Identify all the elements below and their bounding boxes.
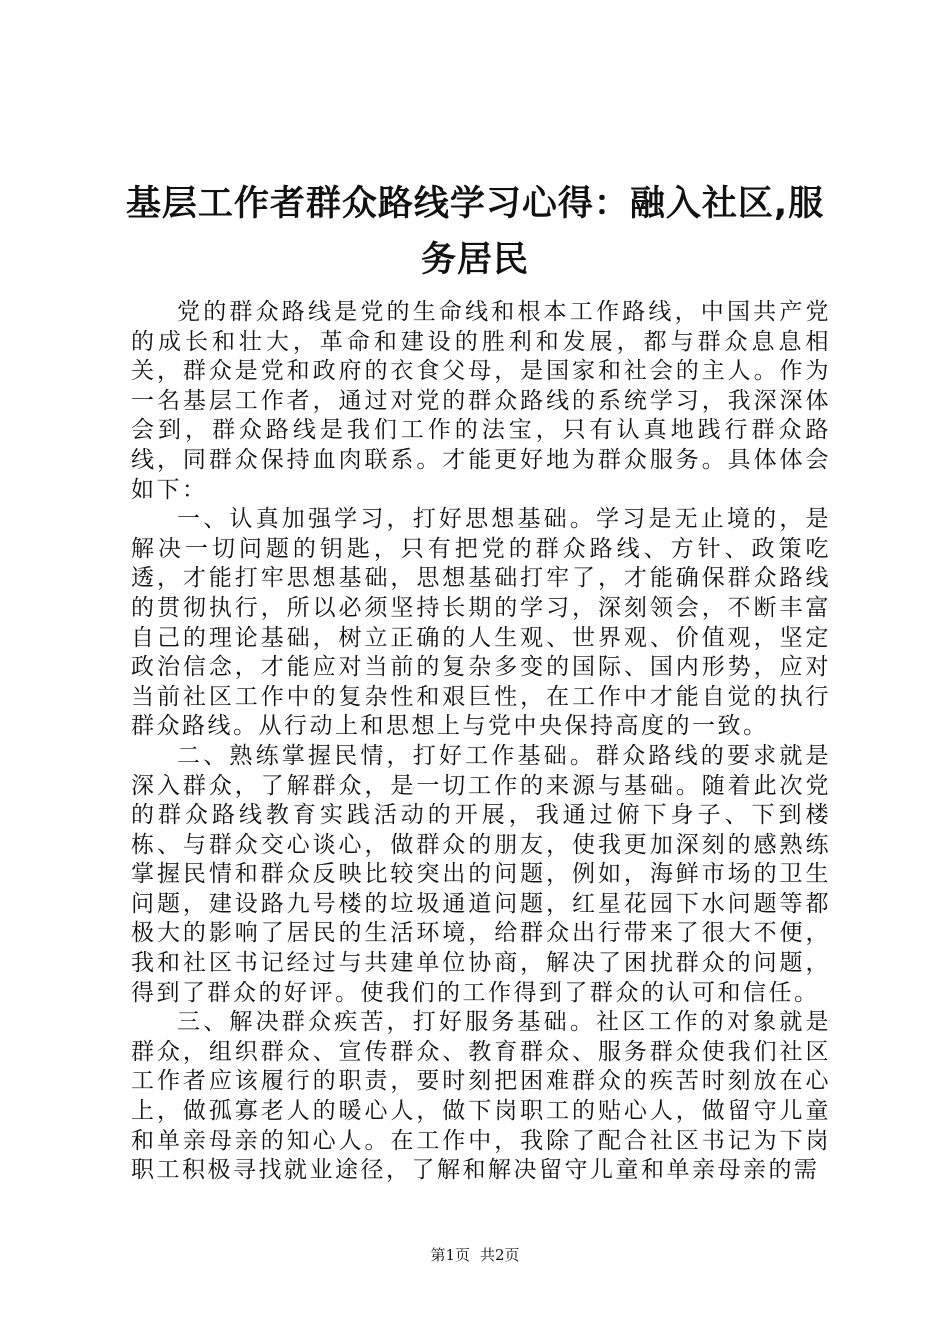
document-title: 基层工作者群众路线学习心得：融入社区,服务居民 [125, 184, 825, 280]
paragraph: 二、熟练掌握民情，打好工作基础。群众路线的要求就是深入群众，了解群众，是一切工作的来源与基础。随着此次党的群众路线教育实践活动的开展，我通过俯下身子、下到楼栋、与群众交心谈心，做群众的朋友，使我更加深刻的感熟练掌握民情和群众反映比较突出的问题，例如，海鲜市场的卫生问题，建设路九号楼的垃圾通道问题，红星花园下水问题等都极大的影响了居民的生活环境，给群众出行带来了很大不便，我和社区书记经过与共建单位协商，解决了困扰群众的问题，得到了群众的好评。使我们的工作得到了群众的认可和信任。 [131, 742, 831, 1006]
paragraph: 一、认真加强学习，打好思想基础。学习是无止境的，是解决一切问题的钥匙，只有把党的群众路线、方针、政策吃透，才能打牢思想基础，思想基础打牢了，才能确保群众路线的贯彻执行，所以必须坚持长期的学习，深刻领会，不断丰富自己的理论基础，树立正确的人生观、世界观、价值观，坚定政治信念，才能应对当前的复杂多变的国际、国内形势，应对当前社区工作中的复杂性和艰巨性，在工作中才能自觉的执行群众路线。从行动上和思想上与党中央保持高度的一致。 [131, 506, 831, 740]
paragraph: 党的群众路线是党的生命线和根本工作路线，中国共产党的成长和壮大，革命和建设的胜利和发展，都与群众息息相关，群众是党和政府的衣食父母，是国家和社会的主人。作为一名基层工作者，通过对党的群众路线的系统学习，我深深体会到，群众路线是我们工作的法宝，只有认真地践行群众路线，同群众保持血肉联系。才能更好地为群众服务。具体体会如下： [131, 299, 831, 503]
paragraph: 三、解决群众疾苦，打好服务基础。社区工作的对象就是群众，组织群众、宣传群众、教育群众、服务群众使我们社区工作者应该履行的职责，要时刻把困难群众的疾苦时刻放在心上，做孤寡老人的暖心人，做下岗职工的贴心人，做留守儿童和单亲母亲的知心人。在工作中，我除了配合社区书记为下岗职工积极寻找就业途径，了解和解决留守儿童和单亲母亲的需 [131, 1009, 831, 1184]
page-number-current: 第1页 [430, 1246, 470, 1264]
page-footer [0, 1245, 950, 1265]
document-body [131, 298, 831, 1186]
page-number-total: 共2页 [480, 1246, 520, 1264]
